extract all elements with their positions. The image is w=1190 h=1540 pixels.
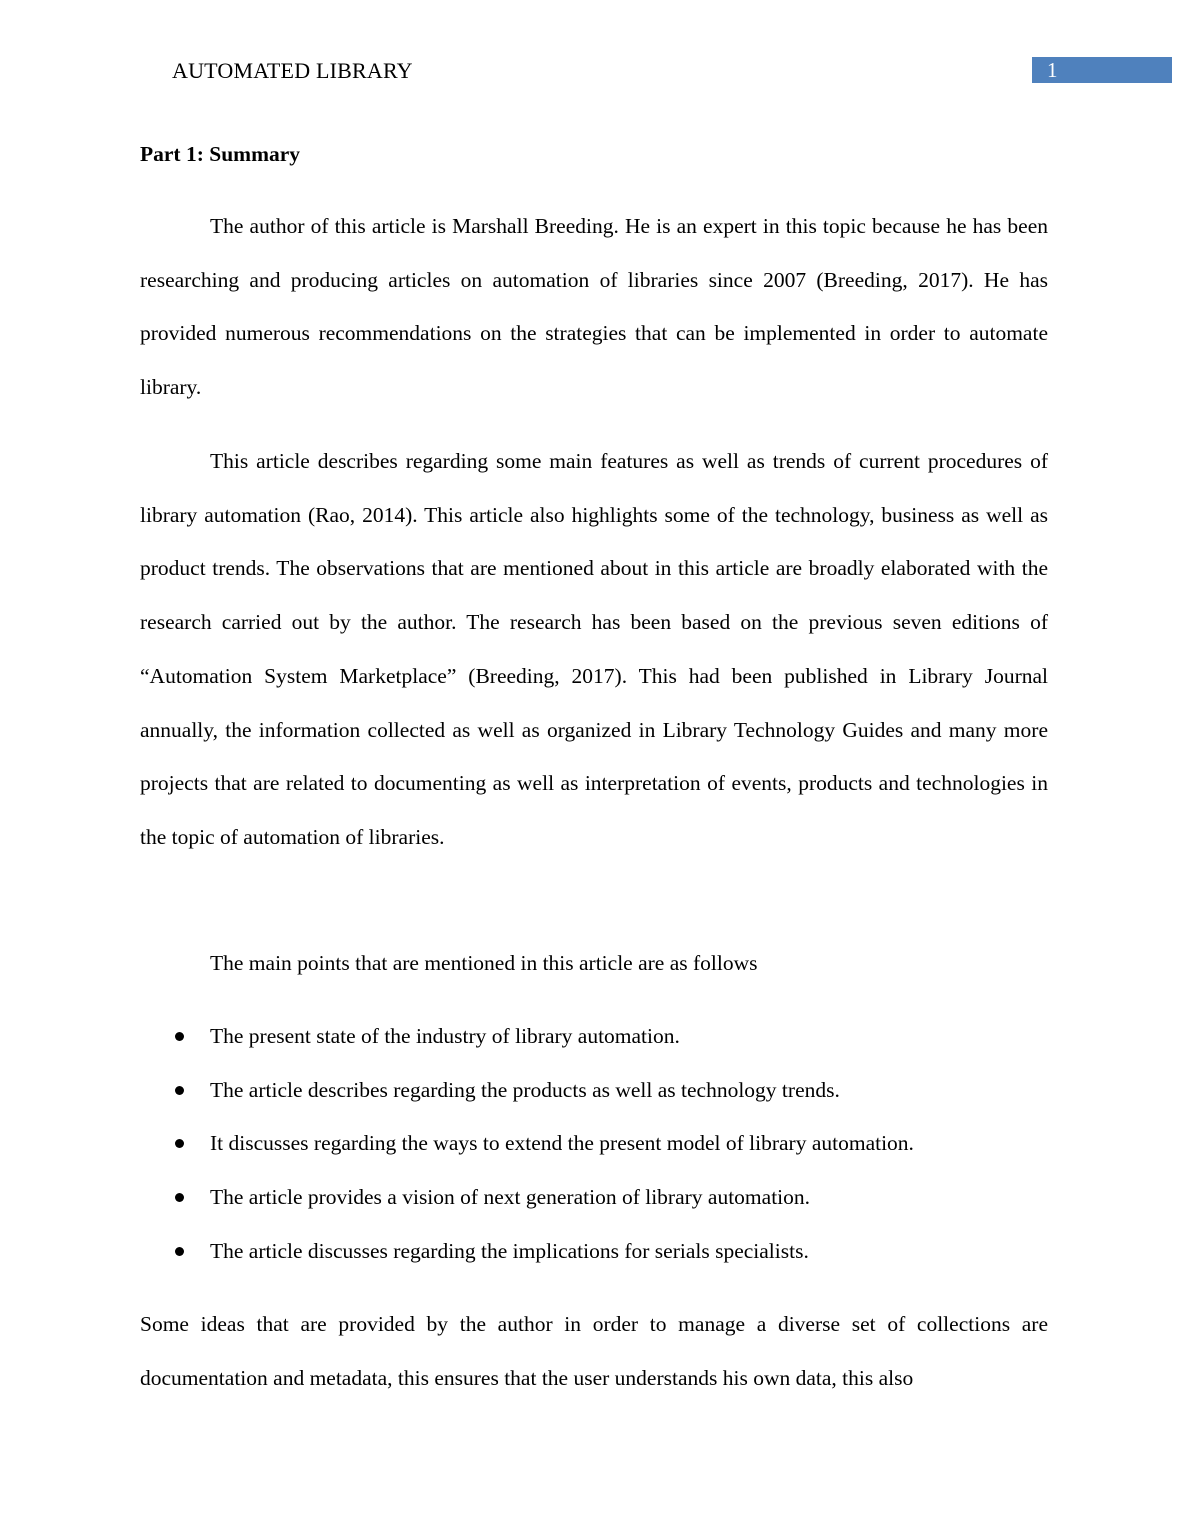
bullet-icon xyxy=(175,1139,184,1148)
list-item-text: The article discusses regarding the implications for serials specialists. xyxy=(210,1238,809,1263)
list-item xyxy=(140,1171,1048,1225)
paragraph-description: This article describes regarding some main features as well as trends of current procedures of library automation (Rao, 2014). This article also highlights some of the technology, business as well as product trends. The observations that are mentioned about in this article are broadly elaborated with the research carried out by the author. The research has been based on the previous seven editions of “Automation System Marketplace” (Breeding, 2017). This had been published in Library Journal annually, the information collected as well as organized in Library Technology Guides and many more projects that are related to documenting as well as interpretation of events, products and technologies in the topic of automation of libraries. xyxy=(140,449,1048,849)
list-item-text: The present state of the industry of library automation. xyxy=(210,1024,680,1048)
list-item xyxy=(140,1225,1048,1279)
list-item xyxy=(140,1064,1048,1118)
running-head: AUTOMATED LIBRARY xyxy=(172,58,413,83)
bullet-icon xyxy=(175,1193,184,1202)
list-item xyxy=(140,1010,1048,1064)
paragraph-main-points-intro: The main points that are mentioned in this article are as follows xyxy=(210,951,758,975)
main-points-list xyxy=(140,1010,1048,1279)
bullet-icon xyxy=(175,1086,184,1095)
list-item-text: The article provides a vision of next generation of library automation. xyxy=(210,1185,811,1210)
paragraph-ideas: Some ideas that are provided by the author in order to manage a diverse set of collections are documentation and metadata, this ensures that the user understands his own data, this also xyxy=(140,1312,1048,1390)
paragraph-author: The author of this article is Marshall Breeding. He is an expert in this topic because he has been researching and producing articles on automation of libraries since 2007 (Breeding, 2017). He has provided numerous recommendations on the strategies that can be implemented in order to automate library. xyxy=(140,214,1048,400)
section-heading: Part 1: Summary xyxy=(140,142,301,166)
list-item xyxy=(140,1117,1048,1171)
list-item-text: The article describes regarding the products as well as technology trends. xyxy=(210,1077,840,1102)
page-number: 1 xyxy=(1032,57,1172,83)
bullet-icon xyxy=(175,1247,184,1256)
list-item-text: It discusses regarding the ways to extend the present model of library automation. xyxy=(210,1131,914,1156)
bullet-icon xyxy=(175,1032,184,1041)
